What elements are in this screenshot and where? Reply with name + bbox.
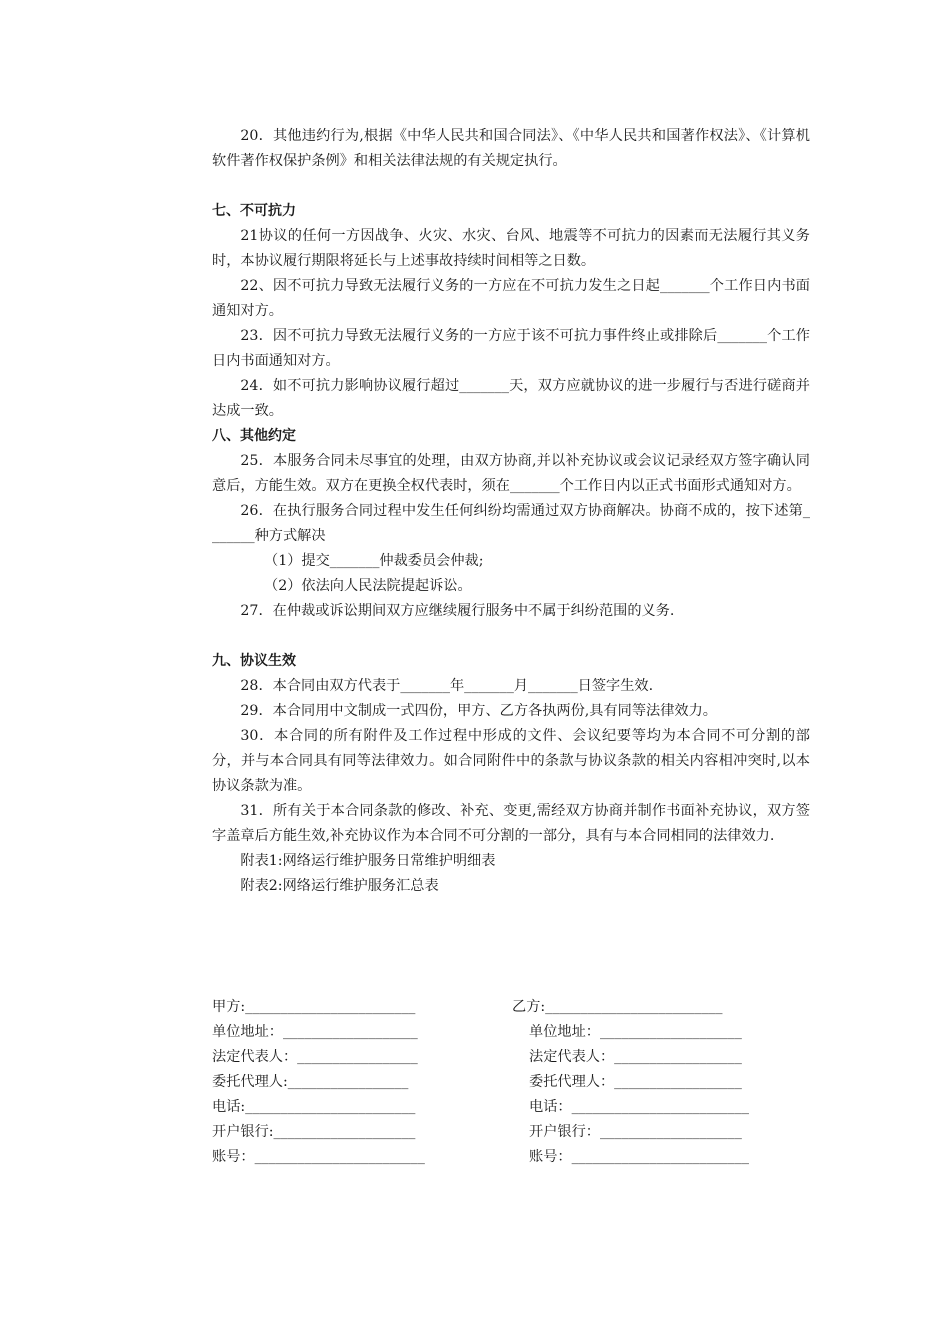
spacer: [212, 624, 810, 649]
signature-row: [212, 1095, 812, 1120]
signature-row: [212, 1020, 812, 1045]
clause-20: 20．其他违约行为,根据《中华人民共和国合同法》、《中华人民共和国著作权法》、《计算机软件著作权保护条例》和相关法律法规的有关规定执行。: [212, 128, 810, 169]
clause-30: 30．本合同的所有附件及工作过程中形成的文件、会议纪要等均为本合同不可分割的部分，并与本合同具有同等法律效力。如合同附件中的条款与协议条款的相关内容相冲突时,以本协议条款为准。: [212, 728, 810, 794]
party-b-phone: 电话：_________________________: [529, 1099, 749, 1115]
spacer: [212, 174, 810, 199]
clause-21: 21协议的任何一方因战争、火灾、水灾、台风、地震等不可抗力的因素而无法履行其义务时，本协议履行期限将延长与上述事故持续时间相等之日数。: [212, 228, 810, 269]
signature-row: [212, 1070, 812, 1095]
party-a-legal-rep: 法定代表人：_________________: [212, 1049, 418, 1065]
signature-row: [212, 1045, 812, 1070]
party-a-name: 甲方:________________________: [212, 999, 416, 1015]
section-heading-9: 九、协议生效: [212, 653, 296, 669]
clause-23: 23．因不可抗力导致无法履行义务的一方应于该不可抗力事件终止或排除后_______个工作日内书面通知对方。: [212, 328, 810, 369]
section-heading-8: 八、其他约定: [212, 428, 296, 444]
signature-row: [212, 1145, 812, 1170]
party-a-agent: 委托代理人:_________________: [212, 1074, 409, 1090]
party-b-legal-rep: 法定代表人：__________________: [529, 1049, 742, 1065]
clause-31: 31．所有关于本合同条款的修改、补充、变更,需经双方协商并制作书面补充协议，双方签字盖章后方能生效,补充协议作为本合同不可分割的一部分，具有与本合同相同的法律效力.: [212, 803, 810, 844]
party-a-address: 单位地址：___________________: [212, 1024, 418, 1040]
clause-28: 28．本合同由双方代表于_______年_______月_______日签字生效.: [240, 678, 654, 694]
clause-29: 29．本合同用中文制成一式四份，甲方、乙方各执两份,具有同等法律效力。: [240, 703, 717, 719]
signature-row: [212, 995, 812, 1020]
party-b-name: 乙方:_________________________: [512, 999, 723, 1015]
clause-26-option-2: （2）依法向人民法院提起诉讼。: [264, 578, 472, 594]
clause-26-option-1: （1）提交_______仲裁委员会仲裁;: [264, 553, 484, 569]
party-a-bank: 开户银行:____________________: [212, 1124, 416, 1140]
party-b-agent: 委托代理人：__________________: [529, 1074, 742, 1090]
party-b-bank: 开户银行：____________________: [529, 1124, 742, 1140]
clause-22: 22、因不可抗力导致无法履行义务的一方应在不可抗力发生之日起_______个工作日内书面通知对方。: [212, 278, 810, 319]
signature-row: [212, 1120, 812, 1145]
contract-body: [212, 124, 810, 899]
clause-27: 27．在仲裁或诉讼期间双方应继续履行服务中不属于纠纷范围的义务.: [240, 603, 675, 619]
section-heading-7: 七、不可抗力: [212, 203, 296, 219]
appendix-1: 附表1:网络运行维护服务日常维护明细表: [240, 853, 496, 869]
party-a-account: 账号：________________________: [212, 1149, 425, 1165]
clause-25: 25．本服务合同未尽事宜的处理，由双方协商,并以补充协议或会议记录经双方签字确认同意后，方能生效。双方在更换全权代表时，须在_______个工作日内以正式书面形式通知对方。: [212, 453, 810, 494]
party-a-phone: 电话:________________________: [212, 1099, 416, 1115]
party-b-account: 账号：_________________________: [529, 1149, 749, 1165]
appendix-2: 附表2:网络运行维护服务汇总表: [240, 878, 439, 894]
clause-24: 24．如不可抗力影响协议履行超过_______天，双方应就协议的进一步履行与否进行磋商并达成一致。: [212, 378, 810, 419]
clause-26: 26．在执行服务合同过程中发生任何纠纷均需通过双方协商解决。协商不成的，按下述第_______种方式解决: [212, 503, 810, 544]
party-b-address: 单位地址：____________________: [529, 1024, 742, 1040]
signature-block: [212, 995, 812, 1170]
